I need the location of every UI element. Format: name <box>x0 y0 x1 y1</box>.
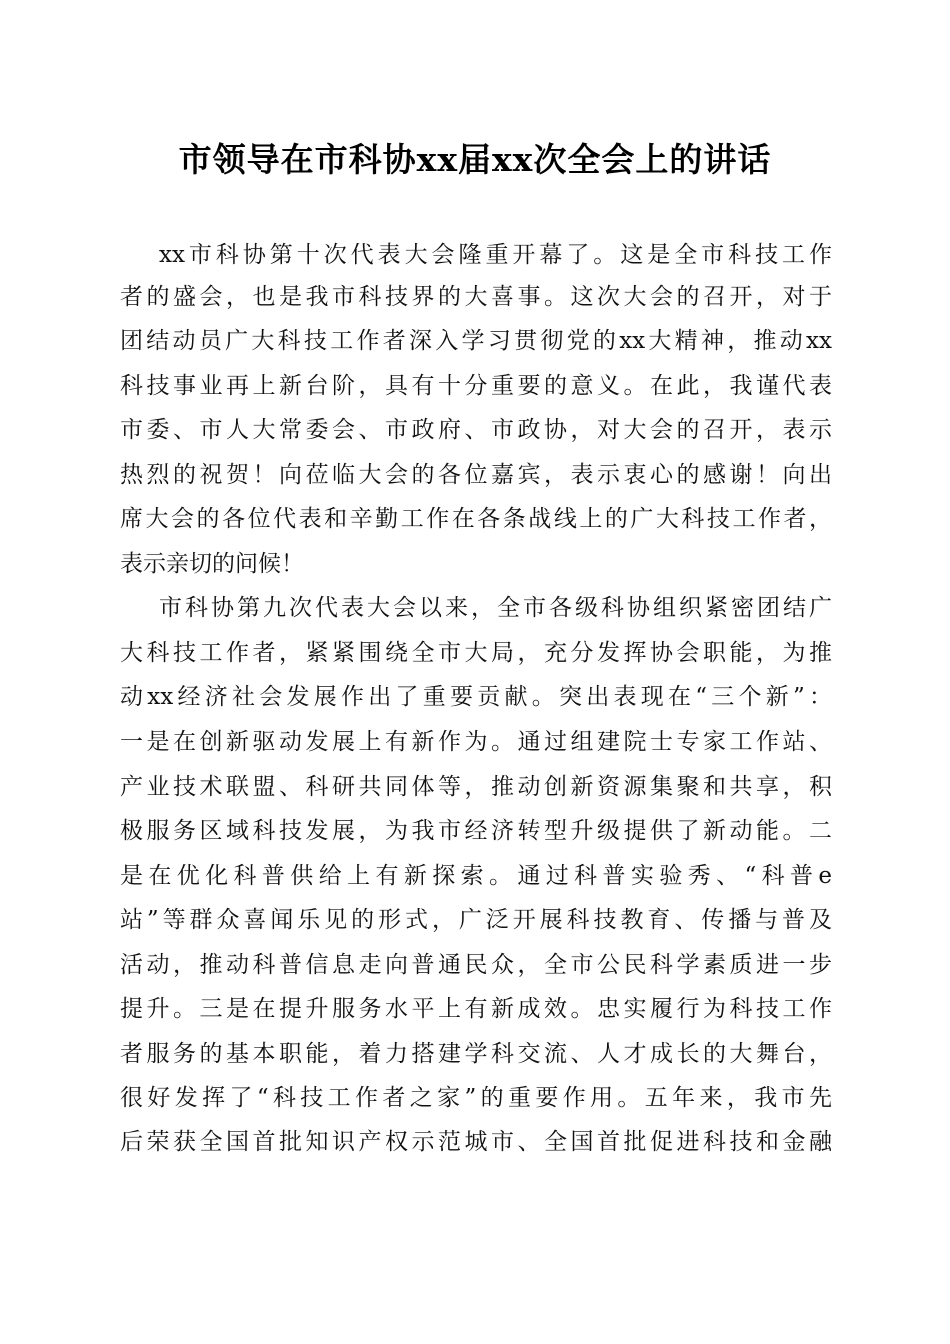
body-line: 市科协第九次代表大会以来，全市各级科协组织紧密团结广 <box>159 595 832 621</box>
body-line: 一是在创新驱动发展上有新作为。通过组建院士专家工作站、 <box>120 729 832 755</box>
body-line: 是在优化科普供给上有新探索。通过科普实验秀、“科普e <box>120 863 832 889</box>
body-line: 热烈的祝贺！向莅临大会的各位嘉宾，表示衷心的感谢！向出 <box>120 462 832 488</box>
body-line: 活动，推动科普信息走向普通民众，全市公民科学素质进一步 <box>120 952 832 978</box>
body-line: 表示亲切的问候！ <box>120 551 304 577</box>
body-line: 团结动员广大科技工作者深入学习贯彻党的xx大精神，推动xx <box>120 328 832 354</box>
body-line: 动xx经济社会发展作出了重要贡献。突出表现在“三个新”： <box>120 684 832 710</box>
body-line: 极服务区域科技发展，为我市经济转型升级提供了新动能。二 <box>120 818 832 844</box>
body-line: 提升。三是在提升服务水平上有新成效。忠实履行为科技工作 <box>120 996 832 1022</box>
body-line: 市委、市人大常委会、市政府、市政协，对大会的召开，表示 <box>120 417 832 443</box>
body-line: 大科技工作者，紧紧围绕全市大局，充分发挥协会职能，为推 <box>120 640 832 666</box>
body-line: 很好发挥了“科技工作者之家”的重要作用。五年来，我市先 <box>120 1085 832 1111</box>
body-line: 站”等群众喜闻乐见的形式，广泛开展科技教育、传播与普及 <box>120 907 832 933</box>
document-title: 市领导在市科协xx届xx次全会上的讲话 <box>178 140 772 179</box>
body-line: xx市科协第十次代表大会隆重开幕了。这是全市科技工作 <box>159 242 832 268</box>
body-line: 者服务的基本职能，着力搭建学科交流、人才成长的大舞台， <box>120 1041 832 1067</box>
body-line: 者的盛会，也是我市科技界的大喜事。这次大会的召开，对于 <box>120 284 832 310</box>
body-line: 科技事业再上新台阶，具有十分重要的意义。在此，我谨代表 <box>120 373 832 399</box>
body-line: 席大会的各位代表和辛勤工作在各条战线上的广大科技工作者， <box>120 506 832 532</box>
body-line: 产业技术联盟、科研共同体等，推动创新资源集聚和共享，积 <box>120 774 832 800</box>
body-line: 后荣获全国首批知识产权示范城市、全国首批促进科技和金融 <box>120 1129 832 1155</box>
